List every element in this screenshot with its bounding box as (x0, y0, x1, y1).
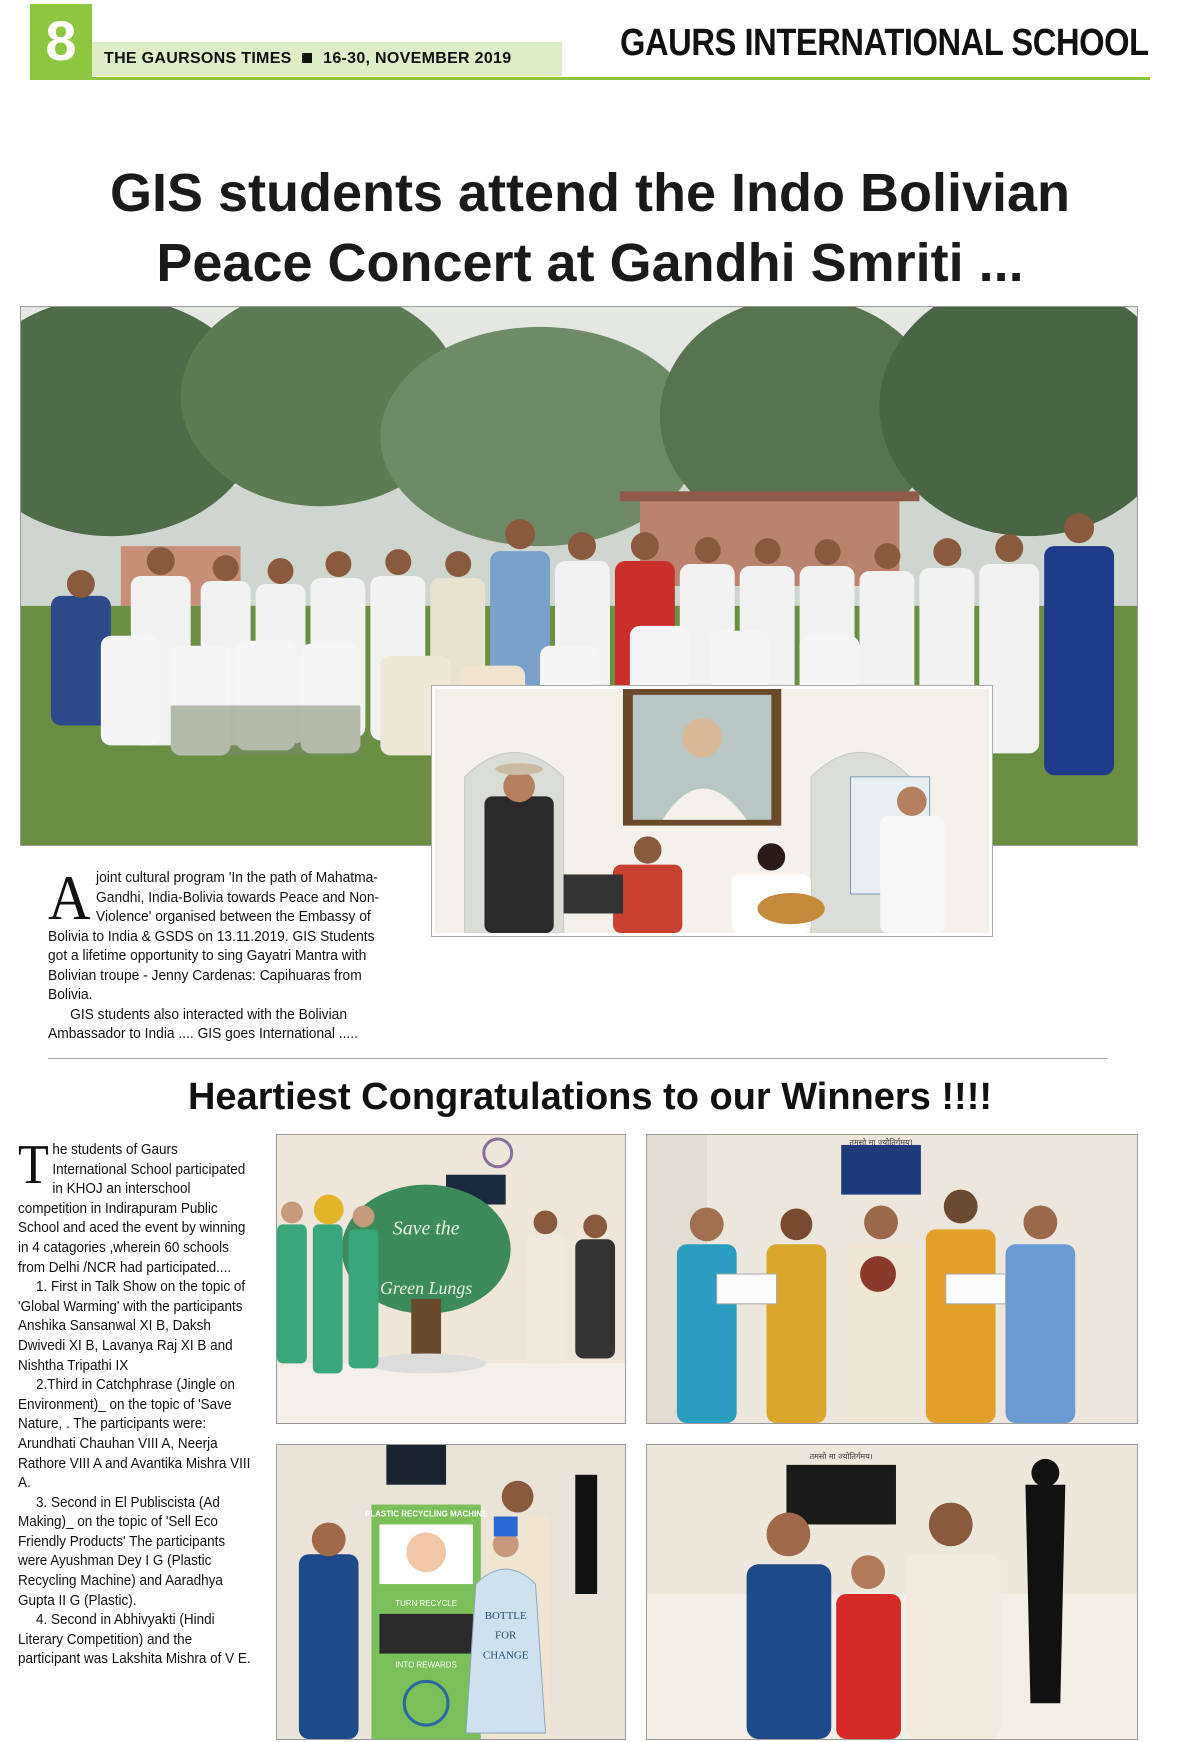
section-divider (48, 1058, 1108, 1059)
dropcap-a: A (48, 862, 91, 933)
svg-text:तमसो मा ज्योतिर्गमय।: तमसो मा ज्योतिर्गमय। (809, 1451, 873, 1461)
bottle-text-2: FOR (495, 1629, 517, 1642)
newspaper-title: THE GAURSONS TIMES (104, 50, 292, 67)
concert-performance-photo (432, 686, 992, 936)
wall-motto-text: तमसो मा ज्योतिर्गमय। (849, 1137, 913, 1147)
dropcap-t: T (18, 1134, 49, 1196)
machine-label-text: PLASTIC RECYCLING MACHINE (365, 1509, 488, 1519)
winner-item-1: 1. First in Talk Show on the topic of 'Global Warming' with the participants Anshika Sansanwal XI B, Daksh Dwivedi XI B, Lavanya Raj XI B and Nishtha Tripathi IX (18, 1278, 246, 1374)
bottle-text-1: BOTTLE (484, 1609, 527, 1622)
headline-line-1: GIS students attend the Indo Bolivian (109, 163, 1071, 223)
photo-winner-with-teachers (646, 1444, 1138, 1740)
headline-line-2: Peace Concert at Gandhi Smriti ... (156, 233, 1024, 293)
square-bullet-icon (302, 53, 312, 63)
tree-sign-text-1: Save the (392, 1217, 460, 1240)
winners-intro: he students of Gaurs International School participated in KHOJ an interschool competition in Indirapuram Public School and aced the event by winning in 4 catagories ,wherein 60 schools from Delhi /NCR had participated.... (18, 1141, 246, 1276)
headline-congratulations: Heartiest Congratulations to our Winners !!!! (187, 1076, 992, 1118)
photo-recycling-machine (276, 1444, 626, 1740)
winner-item-2: 2.Third in Catchphrase (Jingle on Environment)_ on the topic of 'Save Nature, . The participants were: Arundhati Chauhan VIII A, Neerja Rathore VIII A and Avantika Mishra VIII A. (18, 1376, 251, 1492)
photo-save-green-lungs (276, 1134, 626, 1424)
winner-item-4: 4. Second in Abhivyakti (Hindi Literary Competition) and the participant was Lakshita Mishra of V E. (18, 1611, 251, 1668)
winner-item-3: 3. Second in El Publiscista (Ad Making)_ on the topic of 'Sell Eco Friendly Products' The participants were Ayushman Dey I G (Plastic Recycling Machine) and Aaradhya Gupta II G (Plastic). (18, 1493, 226, 1609)
issue-strip (92, 42, 562, 76)
header-rule (30, 77, 1150, 80)
machine-slogan-1: TURN RECYCLE (395, 1598, 458, 1608)
photo-trophy-presentation (646, 1134, 1138, 1424)
concert-paragraph-1: joint cultural program 'In the path of Mahatma-Gandhi, India-Bolivia towards Peace and Non-Violence' organised between the Embassy of Bolivia to India & GSDS on 13.11.2019. GIS Students got a lifetime opportunity to sing Gayatri Mantra with Bolivian troupe - Jenny Cardenas: Capihuaras from Bolivia. (48, 869, 380, 1003)
issue-date: 16-30, NOVEMBER 2019 (323, 50, 512, 67)
concert-paragraph-2: GIS students also interacted with the Bolivian Ambassador to India .... GIS goes International ..... (48, 1005, 358, 1042)
machine-slogan-2: INTO REWARDS (395, 1660, 457, 1670)
winners-article-text (18, 1134, 254, 1669)
page-number: 8 (30, 4, 92, 78)
tree-sign-text-2: Green Lungs (380, 1277, 473, 1298)
concert-article-text (48, 862, 396, 1044)
bottle-text-3: CHANGE (482, 1649, 529, 1662)
headline-peace-concert (30, 158, 1150, 298)
school-name: GAURS INTERNATIONAL SCHOOL (620, 22, 1149, 64)
